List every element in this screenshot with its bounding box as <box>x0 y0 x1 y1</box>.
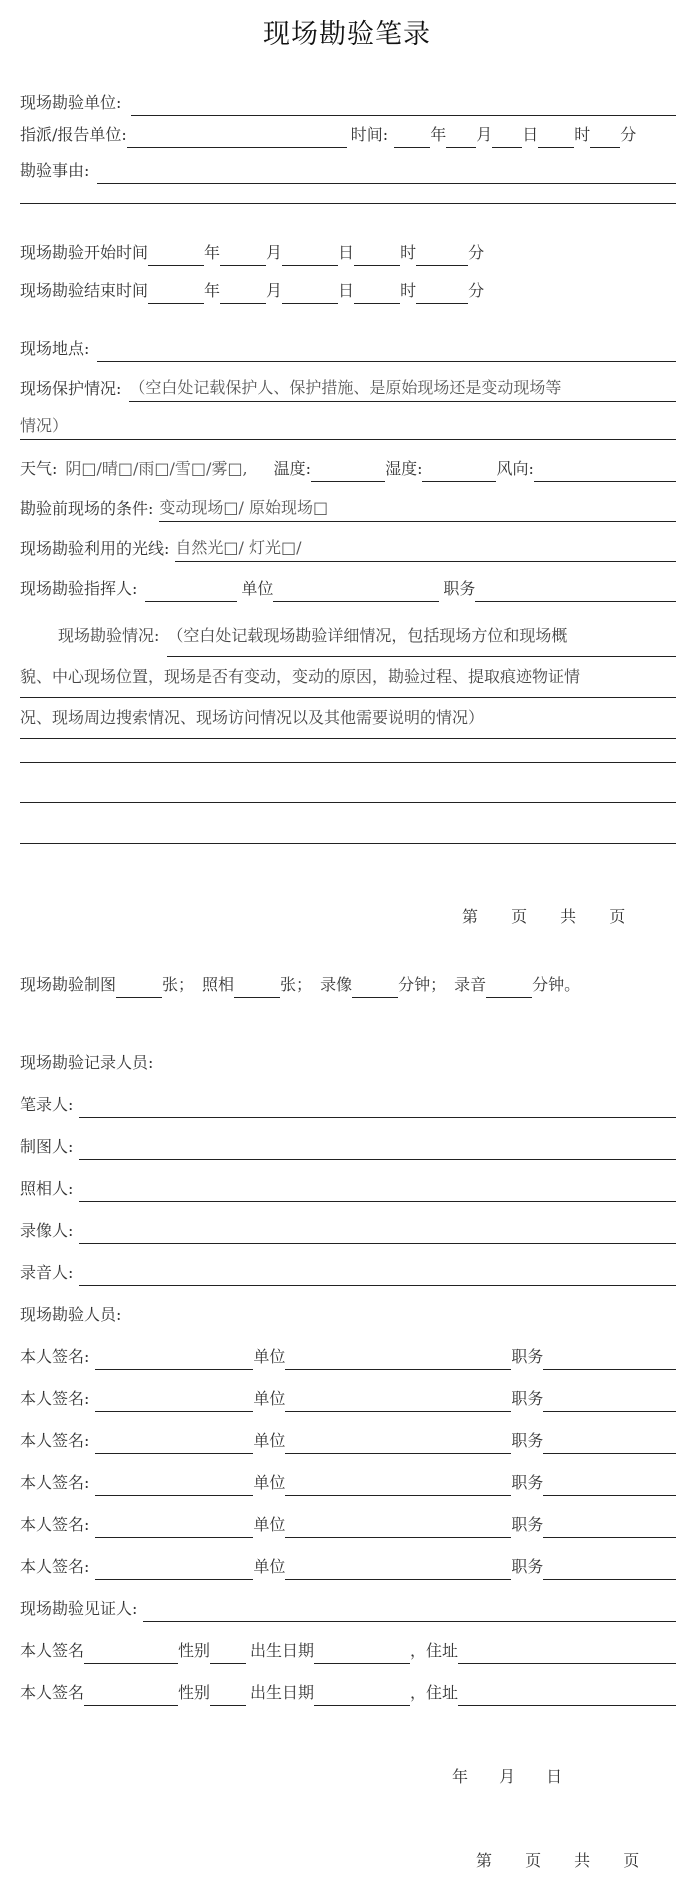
photographer-row <box>20 1174 676 1202</box>
recorders-heading: 现场勘验记录人员: <box>20 1053 154 1072</box>
inspector-row <box>20 1468 676 1496</box>
video-label: 录像 <box>320 975 353 994</box>
witness-address-field[interactable] <box>458 1683 676 1706</box>
minutes-unit: 分钟； <box>398 975 447 994</box>
inspector-sign-label: 本人签名: <box>20 1557 90 1576</box>
hour-unit: 时 <box>400 243 417 262</box>
inspectors-heading: 现场勘验人员: <box>20 1305 122 1324</box>
situation-blank-line-2[interactable] <box>20 802 676 803</box>
start-year-field[interactable] <box>148 243 204 266</box>
witness-row <box>20 1678 676 1706</box>
witness-gender-label: 性别 <box>178 1683 211 1702</box>
minute-unit: 分 <box>468 243 485 262</box>
condition-options[interactable]: 变动现场□/ 原始现场□ <box>159 495 676 522</box>
inspector-sign-label: 本人签名: <box>20 1473 90 1492</box>
situation-label: 现场勘验情况: <box>58 626 160 645</box>
inspector-unit-label: 单位 <box>253 1431 286 1450</box>
witness-heading-row <box>20 1594 676 1622</box>
weather-label: 天气: <box>20 459 58 478</box>
inspector-sign-label: 本人签名: <box>20 1431 90 1450</box>
day-unit: 日 <box>338 281 355 300</box>
inspector-row <box>20 1510 676 1538</box>
month-unit: 月 <box>266 243 283 262</box>
witness-sign-field[interactable] <box>84 1683 178 1706</box>
audio-recorder-field[interactable] <box>79 1263 676 1286</box>
drawer-field[interactable] <box>79 1137 676 1160</box>
photo-count-field[interactable] <box>234 975 280 998</box>
temperature-label: 温度: <box>273 459 312 478</box>
reason-row <box>20 156 676 184</box>
witness-dob-field[interactable] <box>314 1641 410 1664</box>
hour-unit: 时 <box>574 125 591 144</box>
inspector-sign-label: 本人签名: <box>20 1347 90 1366</box>
videographer-label: 录像人: <box>20 1221 74 1240</box>
protect-hint-line1[interactable]: （空白处记载保护人、保护措施、是原始现场还是变动现场等 <box>129 375 676 402</box>
commander-label: 现场勘验指挥人: <box>20 579 138 598</box>
wind-label: 风向: <box>496 459 534 478</box>
inspector-unit-field[interactable] <box>285 1515 511 1538</box>
protect-row2 <box>20 412 676 440</box>
inspector-sign-field[interactable] <box>95 1347 253 1370</box>
start-minute-field[interactable] <box>416 243 468 266</box>
videographer-field[interactable] <box>79 1221 676 1244</box>
light-row <box>20 534 676 562</box>
month-unit: 月 <box>266 281 283 300</box>
witness-gender-field[interactable] <box>210 1641 246 1664</box>
situation-blank-line-1[interactable] <box>20 762 676 763</box>
report-unit-row <box>20 120 676 148</box>
minutes-end-unit: 分钟。 <box>532 975 581 994</box>
day-unit: 日 <box>522 125 539 144</box>
place-row <box>20 334 676 362</box>
month-field[interactable] <box>446 125 476 148</box>
drawing-label: 现场勘验制图 <box>20 975 117 994</box>
inspector-unit-label: 单位 <box>253 1557 286 1576</box>
year-unit: 年 <box>204 281 221 300</box>
inspector-unit-label: 单位 <box>253 1515 286 1534</box>
end-hour-field[interactable] <box>354 281 400 304</box>
start-hour-field[interactable] <box>354 243 400 266</box>
photographer-field[interactable] <box>79 1179 676 1202</box>
report-unit-label: 指派/报告单位: <box>20 125 127 144</box>
inspectors-heading-row <box>20 1300 676 1328</box>
unit-label: 现场勘验单位: <box>20 93 122 112</box>
humidity-field[interactable] <box>422 459 496 482</box>
witness-row <box>20 1636 676 1664</box>
protect-row <box>20 374 676 402</box>
audio-recorder-label: 录音人: <box>20 1263 74 1282</box>
inspector-sign-label: 本人签名: <box>20 1389 90 1408</box>
inspector-unit-field[interactable] <box>285 1389 511 1412</box>
start-time-row <box>20 238 676 266</box>
inspector-unit-label: 单位 <box>253 1473 286 1492</box>
end-year-field[interactable] <box>148 281 204 304</box>
inspector-post-label: 职务 <box>511 1389 544 1408</box>
inspector-post-field[interactable] <box>543 1431 676 1454</box>
situation-hint1[interactable]: （空白处记载现场勘验详细情况，包括现场方位和现场概 <box>167 616 676 657</box>
audio-minutes-field[interactable] <box>486 975 532 998</box>
witness-field[interactable] <box>143 1599 676 1622</box>
start-time-label: 现场勘验开始时间 <box>20 243 149 262</box>
minute-unit: 分 <box>620 125 637 144</box>
start-month-field[interactable] <box>220 243 266 266</box>
witness-sign-field[interactable] <box>84 1641 178 1664</box>
year-unit: 年 <box>204 243 221 262</box>
weather-row <box>20 454 676 482</box>
signing-date: 年 月 日 <box>452 1767 563 1786</box>
day-unit: 日 <box>338 243 355 262</box>
end-day-field[interactable] <box>282 281 338 304</box>
inspector-unit-field[interactable] <box>285 1347 511 1370</box>
page-number-1: 第 页 共 页 <box>462 907 626 926</box>
end-month-field[interactable] <box>220 281 266 304</box>
commander-unit-field[interactable] <box>273 579 439 602</box>
inspector-row <box>20 1384 676 1412</box>
media-row <box>20 970 676 998</box>
report-unit-field[interactable] <box>127 125 347 148</box>
temperature-field[interactable] <box>311 459 385 482</box>
light-options[interactable]: 自然光□/ 灯光□/ <box>175 535 676 562</box>
hour-field[interactable] <box>538 125 574 148</box>
reason-field[interactable] <box>97 161 676 184</box>
drawer-row <box>20 1132 676 1160</box>
inspector-post-label: 职务 <box>511 1431 544 1450</box>
notes-field[interactable] <box>79 1095 676 1118</box>
condition-label: 勘验前现场的条件: <box>20 499 154 518</box>
witness-dob-field[interactable] <box>314 1683 410 1706</box>
sheets-unit: 张； <box>280 975 313 994</box>
situation-hint3[interactable]: 况、现场周边搜索情况、现场访问情况以及其他需要说明的情况） <box>20 698 676 739</box>
weather-options[interactable]: 阴□/晴□/雨□/雪□/雾□, <box>65 459 248 478</box>
place-field[interactable] <box>97 339 676 362</box>
year-field[interactable] <box>394 125 430 148</box>
situation-blank-line-3[interactable] <box>20 843 676 844</box>
witness-sign-label: 本人签名 <box>20 1641 85 1660</box>
inspector-post-field[interactable] <box>543 1347 676 1370</box>
day-field[interactable] <box>492 125 522 148</box>
wind-field[interactable] <box>534 459 676 482</box>
reason-label: 勘验事由: <box>20 161 90 180</box>
inspector-post-field[interactable] <box>543 1515 676 1538</box>
photo-label: 照相 <box>202 975 235 994</box>
protect-hint-line2[interactable]: 情况） <box>20 413 676 440</box>
place-label: 现场地点: <box>20 339 90 358</box>
inspector-sign-field[interactable] <box>95 1473 253 1496</box>
inspector-post-label: 职务 <box>511 1557 544 1576</box>
month-unit: 月 <box>476 125 493 144</box>
time-label: 时间: <box>350 125 389 144</box>
end-time-label: 现场勘验结束时间 <box>20 281 149 300</box>
year-unit: 年 <box>430 125 447 144</box>
videographer-row <box>20 1216 676 1244</box>
inspector-post-field[interactable] <box>543 1389 676 1412</box>
minute-unit: 分 <box>468 281 485 300</box>
inspector-unit-label: 单位 <box>253 1347 286 1366</box>
witness-address-label: ，住址 <box>410 1641 459 1660</box>
end-minute-field[interactable] <box>416 281 468 304</box>
notes-label: 笔录人: <box>20 1095 74 1114</box>
minute-field[interactable] <box>590 125 620 148</box>
reason-field-line2[interactable] <box>20 203 676 204</box>
drawer-label: 制图人: <box>20 1137 74 1156</box>
inspector-row <box>20 1552 676 1580</box>
witness-sign-label: 本人签名 <box>20 1683 85 1702</box>
condition-row <box>20 494 676 522</box>
video-minutes-field[interactable] <box>352 975 398 998</box>
inspector-post-label: 职务 <box>511 1473 544 1492</box>
situation-hint2[interactable]: 貌、中心现场位置，现场是否有变动，变动的原因，勘验过程、提取痕迹物证情 <box>20 657 676 698</box>
page-number-2: 第 页 共 页 <box>476 1851 640 1870</box>
inspector-row <box>20 1426 676 1454</box>
inspector-post-label: 职务 <box>511 1347 544 1366</box>
inspector-post-label: 职务 <box>511 1515 544 1534</box>
audio-recorder-row <box>20 1258 676 1286</box>
witness-heading: 现场勘验见证人: <box>20 1599 138 1618</box>
commander-row <box>20 574 676 602</box>
inspector-post-field[interactable] <box>543 1473 676 1496</box>
commander-field[interactable] <box>145 579 237 602</box>
inspector-unit-field[interactable] <box>285 1473 511 1496</box>
witness-dob-label: 出生日期 <box>250 1641 315 1660</box>
sheets-unit: 张； <box>162 975 195 994</box>
commander-post-label: 职务 <box>443 579 476 598</box>
inspector-unit-field[interactable] <box>285 1431 511 1454</box>
notes-row <box>20 1090 676 1118</box>
situation-paragraph <box>20 616 676 739</box>
end-time-row <box>20 276 676 304</box>
witness-address-label: ，住址 <box>410 1683 459 1702</box>
inspector-sign-field[interactable] <box>95 1431 253 1454</box>
witness-gender-label: 性别 <box>178 1641 211 1660</box>
unit-row <box>20 88 676 116</box>
inspector-post-field[interactable] <box>543 1557 676 1580</box>
witness-address-field[interactable] <box>458 1641 676 1664</box>
commander-unit-label: 单位 <box>241 579 274 598</box>
document-title: 现场勘验笔录 <box>263 19 431 50</box>
witness-dob-label: 出生日期 <box>250 1683 315 1702</box>
recorders-heading-row <box>20 1048 676 1076</box>
inspector-sign-field[interactable] <box>95 1557 253 1580</box>
light-label: 现场勘验利用的光线: <box>20 539 170 558</box>
inspector-sign-label: 本人签名: <box>20 1515 90 1534</box>
inspector-sign-field[interactable] <box>95 1389 253 1412</box>
protect-label: 现场保护情况: <box>20 379 122 398</box>
inspector-row <box>20 1342 676 1370</box>
situation-line1 <box>20 616 676 657</box>
humidity-label: 湿度: <box>385 459 423 478</box>
hour-unit: 时 <box>400 281 417 300</box>
start-day-field[interactable] <box>282 243 338 266</box>
inspector-unit-label: 单位 <box>253 1389 286 1408</box>
audio-label: 录音 <box>454 975 487 994</box>
drawing-count-field[interactable] <box>116 975 162 998</box>
witness-gender-field[interactable] <box>210 1683 246 1706</box>
photographer-label: 照相人: <box>20 1179 74 1198</box>
unit-field[interactable] <box>131 93 676 116</box>
commander-post-field[interactable] <box>475 579 676 602</box>
inspector-sign-field[interactable] <box>95 1515 253 1538</box>
inspector-unit-field[interactable] <box>285 1557 511 1580</box>
